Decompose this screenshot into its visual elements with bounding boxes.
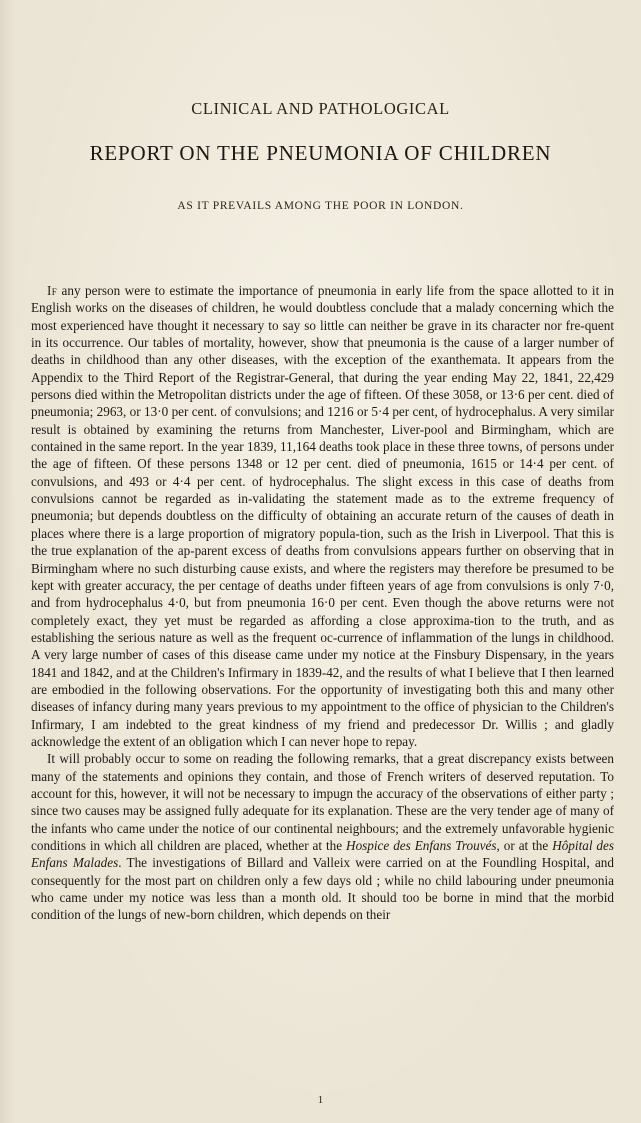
- italic-hopital: Hôpital des Enfans Malades: [31, 838, 614, 871]
- report-title: REPORT ON THE PNEUMONIA OF CHILDREN: [89, 141, 552, 165]
- body-text: [31, 282, 614, 924]
- paragraph-2-rest: . The investigations of Billard and Valleix were carried on at the Foundling Hospital, and consequently for the most part on children only a few days old ; while no child labouring under pneumonia who came under my notice was less than a month old. It should too be borne in mind that the morbid condition of the lungs of new-born children, which depends on their: [31, 855, 614, 923]
- paragraph-2: [31, 750, 614, 923]
- section-heading: CLINICAL AND PATHOLOGICAL: [191, 99, 450, 118]
- paragraph-2-mid: , or at the: [496, 838, 553, 853]
- report-subtitle: AS IT PREVAILS AMONG THE POOR IN LONDON.: [177, 200, 464, 212]
- paragraph-2-text: It will probably occur to some on reading the following remarks, that a great discrepancy exists between many of the statements and opinions they contain, and those of French writers of deserved reputation. To account for this, however, it will not be necessary to impugn the accuracy of the observations of either party ; since two causes may be assigned fully adequate for its explanation. These are the very tender age of many of the infants who came under the notice of our continental neighbours; and the extremely unfavorable hygienic conditions in which all children are placed, whether at the: [31, 751, 614, 853]
- italic-hospice: Hospice des Enfans Trouvés: [346, 838, 497, 853]
- paragraph-1-text: any person were to estimate the importance of pneumonia in early life from the space allotted to it in English works on the diseases of children, he would doubtless conclude that a malady concerning which the most experienced have thought it necessary to say so little can neither be grave in its character nor fre-quent in its occurrence. Our tables of mortality, however, show that pneumonia is the cause of a larger number of deaths in childhood than any other diseases, with the exception of the exanthemata. It appears from the Appendix to the Third Report of the Registrar-General, that during the year ending May 22, 1841, 22,429 persons died within the Metropolitan districts under the age of fifteen. Of these 3058, or 13·6 per cent. died of pneumonia; 2963, or 13·0 per cent. of convulsions; and 1216 or 5·4 per cent, of hydrocephalus. A very similar result is obtained by examining the returns from Manchester, Liver-pool and Birmingham, which are contained in the same report. In the year 1839, 11,164 deaths took place in these three towns, of persons under the age of fifteen. Of these persons 1348 or 12 per cent. died of pneumonia, 1615 or 14·4 per cent. of convulsions, and 493 or 4·4 per cent. of hydrocephalus. The slight excess in this case of deaths from convulsions cannot be regarded as in-validating the statement made as to the extreme frequency of pneumonia; but depends doubtless on the difficulty of obtaining an accurate return of the causes of death in places where there is a large proportion of migratory popula-tion, such as the Irish in Liverpool. That this is the true explanation of the ap-parent excess of deaths from convulsions appears further on observing that in Birmingham where no such disturbing cause exists, and where the registers may therefore be presumed to be kept with greater accuracy, the per centage of deaths under fifteen years of age from convulsions is only 7·0, and from hydrocephalus 4·0, but from pneumonia 16·0 per cent. Even though the above returns were not completely exact, they yet must be regarded as affording a close approxima-tion to the truth, and as establishing the serious nature as well as the frequent oc-currence of inflammation of the lungs in childhood. A very large number of cases of this disease came under my notice at the Finsbury Dispensary, in the years 1841 and 1842, and at the Children's Infirmary in 1839-42, and the results of what I believe that I then learned are embodied in the following observations. For the opportunity of investigating both this and many other diseases of infancy during many years previous to my appointment to the office of physician to the Children's Infirmary, I am indebted to the great kindness of my friend and predecessor Dr. Willis ; and gladly acknowledge the extent of an obligation which I can never hope to repay.: [31, 283, 614, 749]
- page-number: 1: [317, 1094, 324, 1106]
- drop-word: If: [47, 283, 57, 298]
- paragraph-1: [31, 282, 614, 750]
